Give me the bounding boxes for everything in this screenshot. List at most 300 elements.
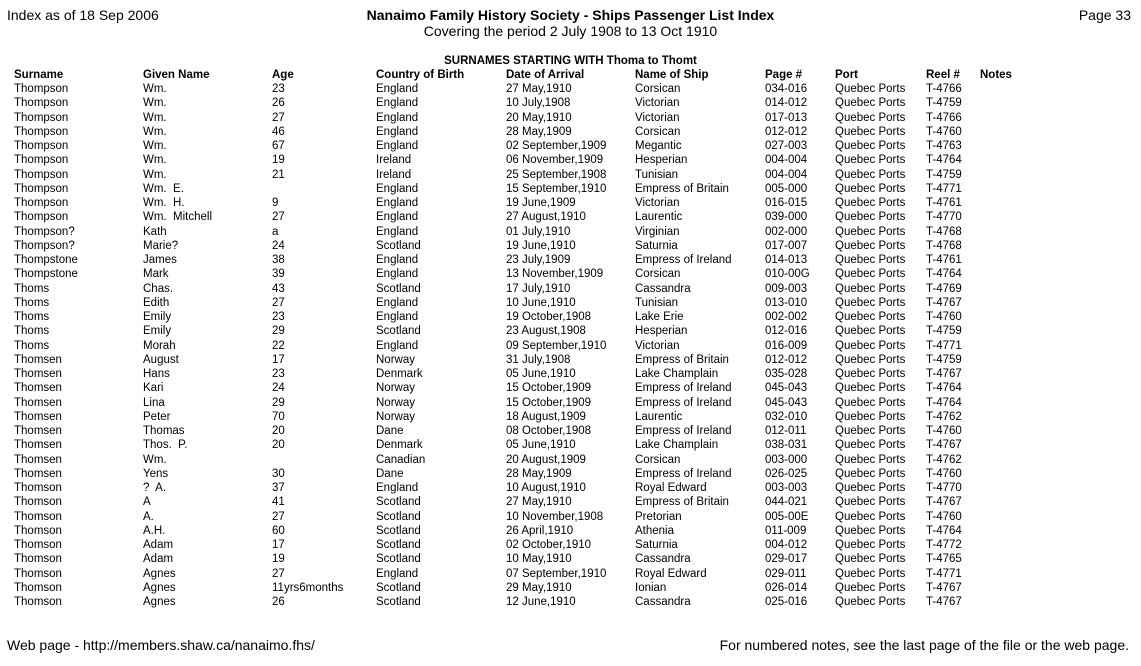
cell-ship-name: Royal Edward — [635, 482, 707, 495]
table-row — [14, 310, 1040, 324]
cell-date-of-arrival: 18 August,1909 — [506, 410, 586, 423]
cell-port: Quebec Ports — [835, 111, 906, 124]
cell-country-of-birth: Scotland — [376, 239, 421, 252]
cell-notes — [980, 510, 1040, 524]
cell-notes — [980, 424, 1040, 438]
cell-reel-number: T-4769 — [926, 282, 962, 295]
cell-page-number: 004-004 — [765, 154, 808, 167]
passenger-index-table — [14, 68, 1040, 609]
cell-surname: Thomson — [14, 510, 62, 523]
cell-country-of-birth: Scotland — [376, 596, 421, 609]
column-header-age: Age — [272, 69, 294, 81]
cell-port: Quebec Ports — [835, 83, 906, 96]
cell-age: 24 — [272, 239, 285, 252]
cell-page-number: 005-000 — [765, 182, 808, 195]
cell-given-name: Wm. E. — [143, 182, 184, 195]
footer-web-page: Web page - http://members.shaw.ca/nanaimo.fhs/ — [7, 637, 315, 653]
cell-country-of-birth: Ireland — [376, 168, 412, 181]
cell-notes — [980, 552, 1040, 566]
cell-country-of-birth: Scotland — [376, 581, 421, 594]
column-header-port: Port — [835, 69, 858, 81]
cell-country-of-birth: Norway — [376, 353, 415, 366]
cell-port: Quebec Ports — [835, 382, 906, 395]
cell-page-number: 045-043 — [765, 382, 808, 395]
cell-country-of-birth: Scotland — [376, 539, 421, 552]
cell-page-number: 012-012 — [765, 353, 808, 366]
column-header-country-of-birth: Country of Birth — [376, 69, 465, 81]
cell-port: Quebec Ports — [835, 596, 906, 609]
cell-country-of-birth: England — [376, 182, 419, 195]
cell-notes — [980, 381, 1040, 395]
cell-port: Quebec Ports — [835, 581, 906, 594]
cell-page-number: 014-013 — [765, 254, 808, 267]
cell-ship-name: Megantic — [635, 140, 682, 153]
cell-date-of-arrival: 31 July,1908 — [506, 353, 571, 366]
cell-page-number: 016-009 — [765, 339, 808, 352]
cell-notes — [980, 210, 1040, 224]
cell-page-number: 012-011 — [765, 425, 807, 438]
cell-given-name: Wm. — [143, 111, 167, 124]
table-row — [14, 367, 1040, 381]
cell-ship-name: Athenia — [635, 524, 675, 537]
cell-reel-number: T-4760 — [926, 125, 962, 138]
cell-given-name: Yens — [143, 467, 169, 480]
cell-notes — [980, 581, 1040, 595]
cell-ship-name: Tunisian — [635, 168, 679, 181]
cell-age: 46 — [272, 125, 285, 138]
cell-port: Quebec Ports — [835, 482, 906, 495]
cell-age: 37 — [272, 482, 285, 495]
cell-surname: Thomson — [14, 482, 62, 495]
table-row — [14, 339, 1040, 353]
cell-surname: Thomson — [14, 596, 62, 609]
cell-notes — [980, 524, 1040, 538]
table-row — [14, 239, 1040, 253]
cell-given-name: Mark — [143, 268, 169, 281]
cell-age: 29 — [272, 325, 285, 338]
table-header-row — [14, 68, 1040, 82]
cell-surname: Thomson — [14, 581, 62, 594]
cell-page-number: 013-010 — [765, 296, 808, 309]
cell-ship-name: Cassandra — [635, 553, 691, 566]
cell-surname: Thomson — [14, 567, 62, 580]
cell-age: 23 — [272, 83, 285, 96]
cell-page-number: 026-014 — [765, 581, 808, 594]
cell-date-of-arrival: 10 June,1910 — [506, 296, 576, 309]
cell-port: Quebec Ports — [835, 268, 906, 281]
cell-port: Quebec Ports — [835, 254, 906, 267]
cell-page-number: 009-003 — [765, 282, 808, 295]
cell-notes — [980, 168, 1040, 182]
cell-country-of-birth: England — [376, 211, 419, 224]
cell-notes — [980, 339, 1040, 353]
cell-page-number: 004-012 — [765, 539, 808, 552]
cell-reel-number: T-4760 — [926, 510, 962, 523]
cell-date-of-arrival: 07 September,1910 — [506, 567, 607, 580]
cell-surname: Thomson — [14, 539, 62, 552]
cell-surname: Thomsen — [14, 425, 62, 438]
cell-reel-number: T-4767 — [926, 581, 962, 594]
cell-reel-number: T-4766 — [926, 111, 962, 124]
cell-date-of-arrival: 10 November,1908 — [506, 510, 604, 523]
cell-date-of-arrival: 23 August,1908 — [506, 325, 586, 338]
cell-surname: Thompson — [14, 125, 69, 138]
column-header-notes: Notes — [980, 69, 1012, 81]
cell-port: Quebec Ports — [835, 311, 906, 324]
cell-ship-name: Laurentic — [635, 211, 683, 224]
table-row — [14, 481, 1040, 495]
cell-country-of-birth: England — [376, 339, 419, 352]
column-header-surname: Surname — [14, 69, 64, 81]
table-row — [14, 139, 1040, 153]
cell-page-number: 017-013 — [765, 111, 808, 124]
cell-port: Quebec Ports — [835, 553, 906, 566]
cell-port: Quebec Ports — [835, 524, 906, 537]
cell-port: Quebec Ports — [835, 239, 906, 252]
cell-page-number: 038-031 — [765, 439, 808, 452]
cell-given-name: Emily — [143, 311, 172, 324]
cell-page-number: 035-028 — [765, 368, 808, 381]
index-date: Index as of 18 Sep 2006 — [7, 7, 159, 23]
cell-age: 20 — [272, 439, 285, 452]
cell-page-number: 039-000 — [765, 211, 808, 224]
cell-surname: Thomson — [14, 496, 62, 509]
cell-port: Quebec Ports — [835, 410, 906, 423]
cell-surname: Thompson — [14, 211, 69, 224]
cell-given-name: A. — [143, 510, 154, 523]
cell-age: 23 — [272, 368, 285, 381]
cell-notes — [980, 253, 1040, 267]
cell-surname: Thomsen — [14, 368, 62, 381]
cell-country-of-birth: England — [376, 97, 419, 110]
cell-notes — [980, 367, 1040, 381]
cell-age: 24 — [272, 382, 285, 395]
cell-country-of-birth: England — [376, 296, 419, 309]
cell-date-of-arrival: 27 May,1910 — [506, 83, 572, 96]
cell-notes — [980, 310, 1040, 324]
document-subtitle: Covering the period 2 July 1908 to 13 Oct 1910 — [423, 23, 718, 39]
cell-page-number: 003-003 — [765, 482, 808, 495]
table-row — [14, 210, 1040, 224]
cell-given-name: Wm. — [143, 453, 167, 466]
cell-age: 70 — [272, 410, 285, 423]
cell-notes — [980, 396, 1040, 410]
table-row — [14, 282, 1040, 296]
cell-ship-name: Empress of Ireland — [635, 382, 732, 395]
cell-notes — [980, 239, 1040, 253]
cell-age: 27 — [272, 296, 285, 309]
cell-port: Quebec Ports — [835, 296, 906, 309]
cell-age — [272, 182, 376, 196]
cell-notes — [980, 481, 1040, 495]
cell-age: 17 — [272, 353, 285, 366]
cell-ship-name: Hesperian — [635, 154, 688, 167]
cell-reel-number: T-4767 — [926, 496, 962, 509]
cell-given-name: Wm. — [143, 168, 167, 181]
cell-surname: Thompstone — [14, 254, 78, 267]
cell-date-of-arrival: 26 April,1910 — [506, 524, 574, 537]
table-row — [14, 453, 1040, 467]
cell-ship-name: Empress of Ireland — [635, 425, 732, 438]
cell-country-of-birth: England — [376, 254, 419, 267]
cell-surname: Thompson — [14, 111, 69, 124]
cell-date-of-arrival: 19 October,1908 — [506, 311, 592, 324]
cell-country-of-birth: Denmark — [376, 439, 423, 452]
cell-given-name: Wm. — [143, 140, 167, 153]
table-row — [14, 524, 1040, 538]
cell-given-name: Marie? — [143, 239, 179, 252]
cell-given-name: Chas. — [143, 282, 174, 295]
cell-given-name: Wm. Mitchell — [143, 211, 212, 224]
cell-date-of-arrival: 05 June,1910 — [506, 439, 576, 452]
cell-reel-number: T-4767 — [926, 596, 962, 609]
cell-date-of-arrival: 17 July,1910 — [506, 282, 571, 295]
cell-date-of-arrival: 19 June,1910 — [506, 239, 576, 252]
cell-country-of-birth: Dane — [376, 425, 404, 438]
cell-port: Quebec Ports — [835, 182, 906, 195]
cell-port: Quebec Ports — [835, 140, 906, 153]
table-row — [14, 353, 1040, 367]
cell-country-of-birth: England — [376, 482, 419, 495]
cell-age: 27 — [272, 510, 285, 523]
cell-age: 30 — [272, 467, 285, 480]
cell-page-number: 005-00E — [765, 510, 809, 523]
cell-notes — [980, 538, 1040, 552]
cell-notes — [980, 296, 1040, 310]
cell-page-number: 011-009 — [765, 524, 807, 537]
cell-surname: Thomsen — [14, 439, 62, 452]
column-header-ship-name: Name of Ship — [635, 69, 709, 81]
cell-date-of-arrival: 15 October,1909 — [506, 382, 592, 395]
cell-notes — [980, 82, 1040, 96]
cell-page-number: 044-021 — [765, 496, 808, 509]
cell-date-of-arrival: 20 August,1909 — [506, 453, 586, 466]
cell-port: Quebec Ports — [835, 368, 906, 381]
cell-port: Quebec Ports — [835, 539, 906, 552]
section-title: SURNAMES STARTING WITH Thoma to Thomt — [444, 55, 697, 67]
cell-given-name: A — [143, 496, 151, 509]
cell-port: Quebec Ports — [835, 168, 906, 181]
cell-age: 9 — [272, 197, 279, 210]
cell-port: Quebec Ports — [835, 125, 906, 138]
cell-given-name: Wm. — [143, 154, 167, 167]
cell-ship-name: Victorian — [635, 111, 680, 124]
cell-reel-number: T-4764 — [926, 268, 962, 281]
cell-reel-number: T-4761 — [926, 197, 962, 210]
cell-ship-name: Virginian — [635, 225, 680, 238]
cell-port: Quebec Ports — [835, 453, 906, 466]
cell-given-name: Kari — [143, 382, 164, 395]
column-header-date-of-arrival: Date of Arrival — [506, 69, 585, 81]
cell-notes — [980, 567, 1040, 581]
cell-reel-number: T-4767 — [926, 296, 962, 309]
cell-ship-name: Victorian — [635, 339, 680, 352]
table-row — [14, 595, 1040, 609]
cell-date-of-arrival: 28 May,1909 — [506, 125, 572, 138]
cell-reel-number: T-4771 — [926, 339, 962, 352]
cell-port: Quebec Ports — [835, 339, 906, 352]
cell-ship-name: Empress of Britain — [635, 353, 729, 366]
cell-port: Quebec Ports — [835, 211, 906, 224]
cell-notes — [980, 438, 1040, 452]
cell-date-of-arrival: 02 September,1909 — [506, 140, 607, 153]
cell-age: 27 — [272, 211, 285, 224]
cell-date-of-arrival: 25 September,1908 — [506, 168, 607, 181]
cell-given-name: Agnes — [143, 581, 176, 594]
cell-notes — [980, 182, 1040, 196]
cell-age: 43 — [272, 282, 285, 295]
cell-reel-number: T-4760 — [926, 425, 962, 438]
cell-surname: Thoms — [14, 311, 50, 324]
cell-age: 26 — [272, 596, 285, 609]
cell-date-of-arrival: 05 June,1910 — [506, 368, 576, 381]
cell-reel-number: T-4764 — [926, 154, 962, 167]
cell-date-of-arrival: 15 September,1910 — [506, 182, 607, 195]
table-row — [14, 111, 1040, 125]
cell-notes — [980, 153, 1040, 167]
cell-age: 26 — [272, 97, 285, 110]
cell-ship-name: Cassandra — [635, 282, 691, 295]
cell-country-of-birth: England — [376, 268, 419, 281]
column-header-page-number: Page # — [765, 69, 803, 81]
cell-notes — [980, 125, 1040, 139]
document-title: Nanaimo Family History Society - Ships Passenger List Index — [366, 7, 775, 23]
cell-country-of-birth: Norway — [376, 410, 415, 423]
cell-reel-number: T-4762 — [926, 453, 962, 466]
cell-country-of-birth: Scotland — [376, 282, 421, 295]
cell-ship-name: Corsican — [635, 125, 681, 138]
cell-reel-number: T-4767 — [926, 368, 962, 381]
cell-surname: Thompstone — [14, 268, 78, 281]
cell-surname: Thomsen — [14, 396, 62, 409]
cell-reel-number: T-4770 — [926, 211, 962, 224]
cell-page-number: 002-002 — [765, 311, 808, 324]
cell-reel-number: T-4772 — [926, 539, 962, 552]
cell-date-of-arrival: 06 November,1909 — [506, 154, 604, 167]
cell-page-number: 025-016 — [765, 596, 808, 609]
cell-reel-number: T-4768 — [926, 239, 962, 252]
table-row — [14, 552, 1040, 566]
cell-notes — [980, 196, 1040, 210]
cell-ship-name: Victorian — [635, 97, 680, 110]
cell-ship-name: Saturnia — [635, 239, 678, 252]
cell-page-number: 002-000 — [765, 225, 808, 238]
table-row — [14, 324, 1040, 338]
cell-date-of-arrival: 02 October,1910 — [506, 539, 592, 552]
cell-port: Quebec Ports — [835, 439, 906, 452]
cell-notes — [980, 495, 1040, 509]
table-row — [14, 424, 1040, 438]
cell-ship-name: Corsican — [635, 453, 681, 466]
cell-surname: Thoms — [14, 282, 50, 295]
cell-notes — [980, 96, 1040, 110]
cell-page-number: 026-025 — [765, 467, 808, 480]
cell-notes — [980, 282, 1040, 296]
cell-country-of-birth: Scotland — [376, 553, 421, 566]
cell-page-number: 012-012 — [765, 125, 808, 138]
table-row — [14, 225, 1040, 239]
cell-age: 39 — [272, 268, 285, 281]
cell-reel-number: T-4759 — [926, 168, 962, 181]
cell-page-number: 016-015 — [765, 197, 808, 210]
cell-ship-name: Corsican — [635, 268, 681, 281]
cell-notes — [980, 467, 1040, 481]
cell-ship-name: Empress of Ireland — [635, 467, 732, 480]
cell-age: 29 — [272, 396, 285, 409]
cell-reel-number: T-4764 — [926, 524, 962, 537]
cell-surname: Thompson? — [14, 239, 75, 252]
footer-notes: For numbered notes, see the last page of the file or the web page. — [719, 637, 1129, 653]
cell-given-name: Thos. P. — [143, 439, 188, 452]
cell-age: 27 — [272, 111, 285, 124]
cell-port: Quebec Ports — [835, 396, 906, 409]
cell-notes — [980, 453, 1040, 467]
cell-page-number: 003-000 — [765, 453, 808, 466]
cell-surname: Thomson — [14, 524, 62, 537]
cell-date-of-arrival: 15 October,1909 — [506, 396, 592, 409]
cell-reel-number: T-4759 — [926, 325, 962, 338]
cell-port: Quebec Ports — [835, 154, 906, 167]
cell-notes — [980, 267, 1040, 281]
table-row — [14, 567, 1040, 581]
cell-date-of-arrival: 10 May,1910 — [506, 553, 572, 566]
table-row — [14, 125, 1040, 139]
cell-age: 41 — [272, 496, 285, 509]
table-row — [14, 82, 1040, 96]
cell-surname: Thomson — [14, 553, 62, 566]
table-row — [14, 168, 1040, 182]
cell-surname: Thompson — [14, 140, 69, 153]
cell-notes — [980, 353, 1040, 367]
cell-country-of-birth: Scotland — [376, 496, 421, 509]
cell-reel-number: T-4771 — [926, 182, 962, 195]
cell-surname: Thoms — [14, 296, 50, 309]
cell-surname: Thomsen — [14, 453, 62, 466]
cell-surname: Thompson — [14, 97, 69, 110]
cell-page-number: 014-012 — [765, 97, 808, 110]
cell-port: Quebec Ports — [835, 353, 906, 366]
table-row — [14, 381, 1040, 395]
cell-port: Quebec Ports — [835, 467, 906, 480]
cell-country-of-birth: Norway — [376, 396, 415, 409]
table-row — [14, 96, 1040, 110]
cell-country-of-birth: Ireland — [376, 154, 412, 167]
cell-reel-number: T-4759 — [926, 97, 962, 110]
cell-reel-number: T-4759 — [926, 353, 962, 366]
cell-country-of-birth: Scotland — [376, 325, 421, 338]
cell-given-name: Agnes — [143, 596, 176, 609]
cell-age: 22 — [272, 339, 285, 352]
cell-port: Quebec Ports — [835, 567, 906, 580]
cell-page-number: 029-017 — [765, 553, 808, 566]
cell-notes — [980, 111, 1040, 125]
cell-surname: Thompson — [14, 154, 69, 167]
cell-reel-number: T-4768 — [926, 225, 962, 238]
cell-ship-name: Ionian — [635, 581, 667, 594]
cell-page-number: 010-00G — [765, 268, 810, 281]
cell-ship-name: Empress of Ireland — [635, 254, 732, 267]
page-number: Page 33 — [1078, 7, 1131, 23]
cell-country-of-birth: Scotland — [376, 510, 421, 523]
cell-reel-number: T-4766 — [926, 83, 962, 96]
cell-port: Quebec Ports — [835, 510, 906, 523]
cell-ship-name: Lake Erie — [635, 311, 684, 324]
cell-given-name: August — [143, 353, 179, 366]
cell-surname: Thompson — [14, 197, 69, 210]
cell-port: Quebec Ports — [835, 97, 906, 110]
table-row — [14, 196, 1040, 210]
cell-reel-number: T-4760 — [926, 311, 962, 324]
